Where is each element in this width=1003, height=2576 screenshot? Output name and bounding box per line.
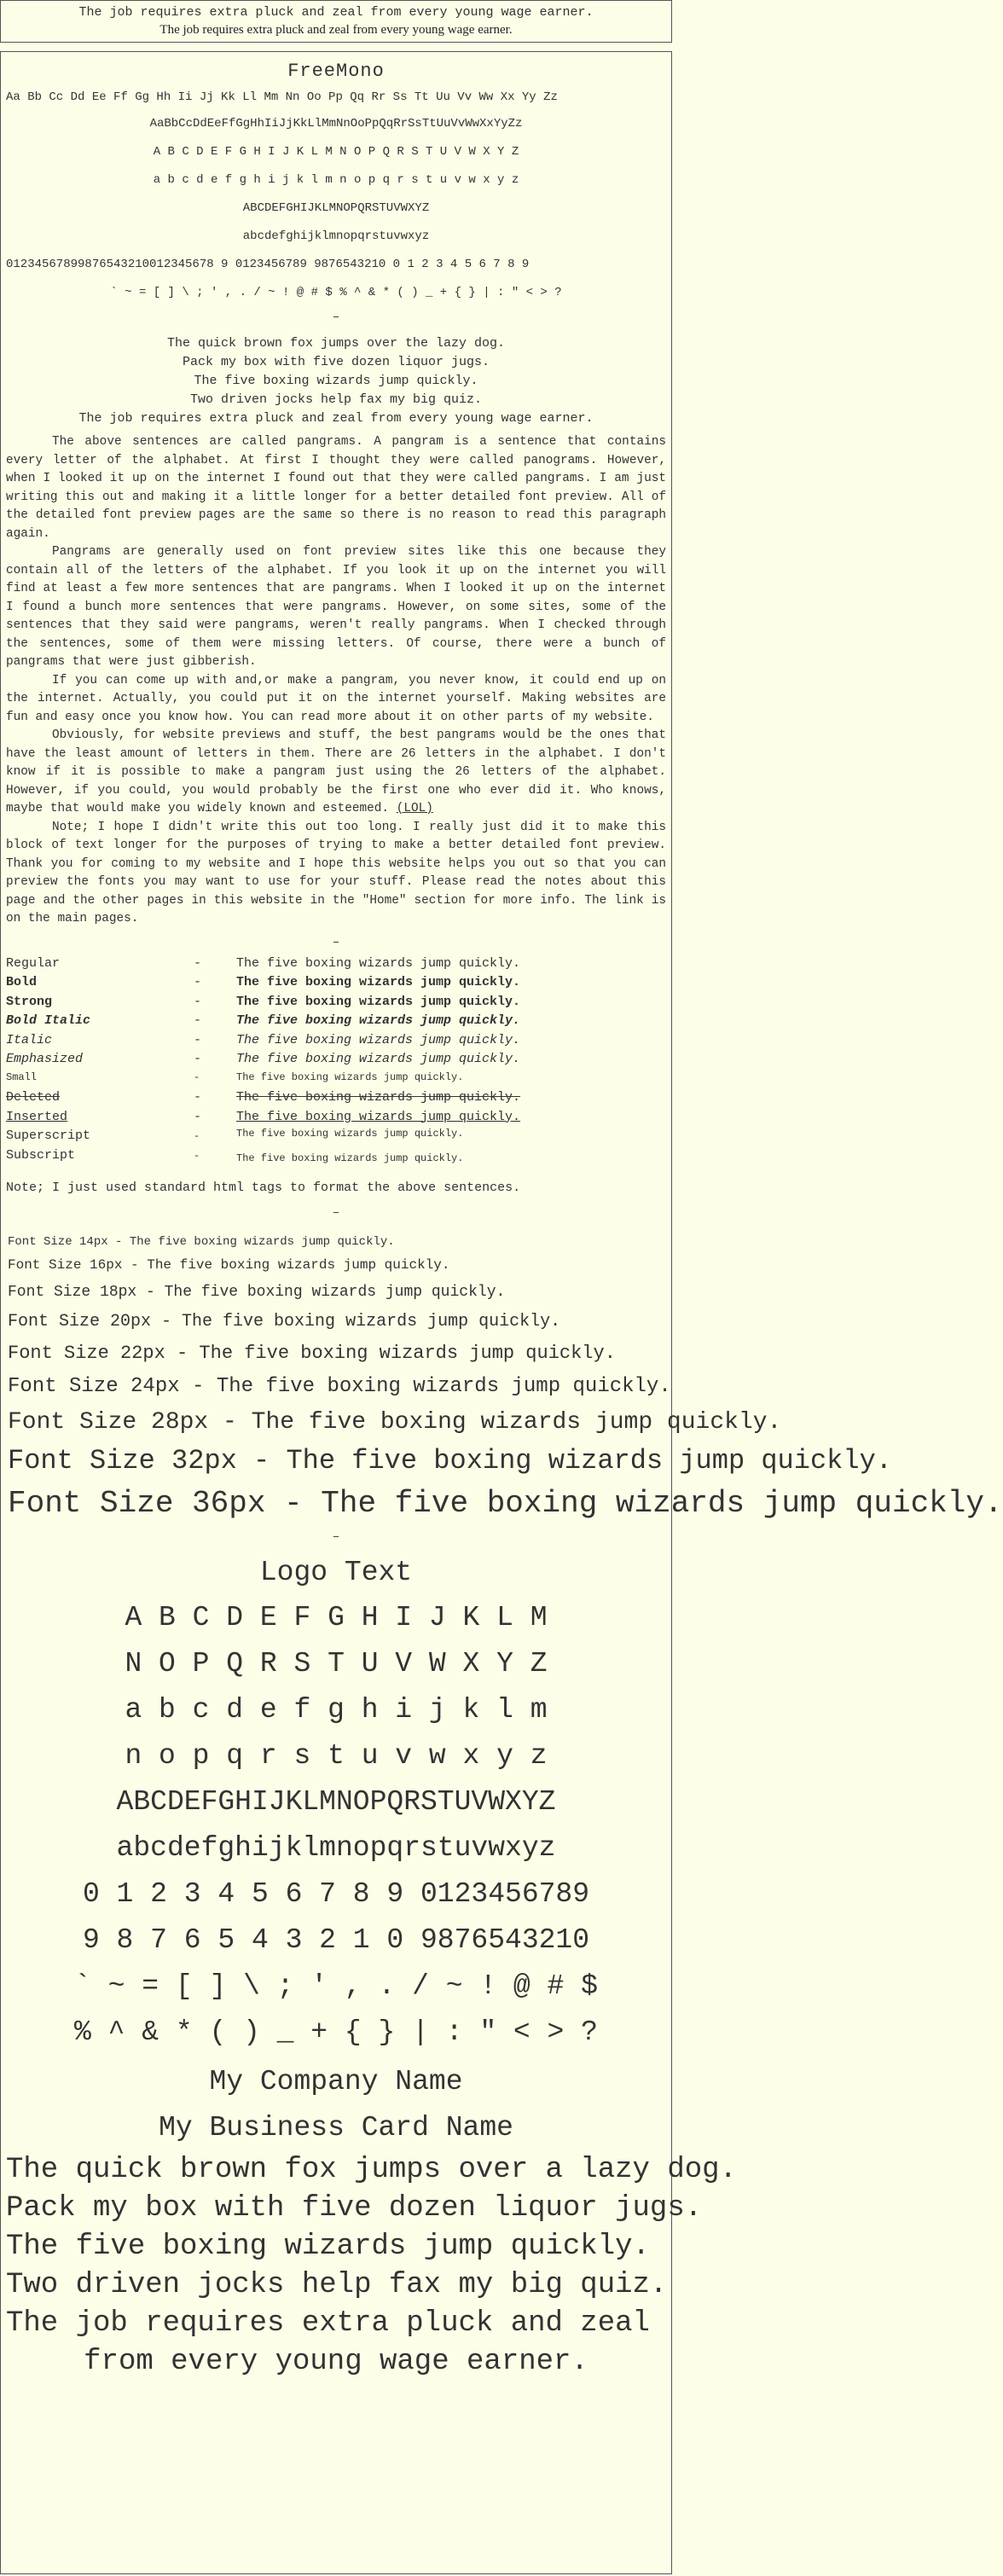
banner-serif-text: The job requires extra pluck and zeal from every young wage earner.	[159, 23, 513, 37]
style-demo: The five boxing wizards jump quickly.	[236, 1032, 521, 1047]
logo-row-upper-1: A B C D E F G H I J K L M	[125, 1602, 548, 1633]
font-size-sample: Font Size 32px - The five boxing wizards jump quickly.	[8, 1445, 892, 1477]
style-dash: -	[194, 1013, 202, 1028]
paragraph: The above sentences are called pangrams. A pangram is a sentence that contains every letter of the alphabet. At first I thought they were called panograms. However, when I looked it up on the internet I found out that they were called pangrams. I am just writing this out and making it a little longer for a better detailed font preview. All of the detailed font preview pages are the same so there is no reason to read this paragraph again.	[6, 435, 666, 541]
font-size-sample: Font Size 24px - The five boxing wizards jump quickly.	[8, 1375, 671, 1398]
style-name: Italic	[6, 1032, 53, 1047]
style-dash: -	[194, 975, 202, 989]
separator: –	[332, 935, 340, 949]
style-demo: The five boxing wizards jump quickly.	[236, 1152, 464, 1164]
style-demo: The five boxing wizards jump quickly.	[236, 1090, 521, 1105]
top-banner	[0, 0, 672, 43]
char-line-upper: ABCDEFGHIJKLMNOPQRSTUVWXYZ	[242, 201, 430, 215]
char-line-lower: abcdefghijklmnopqrstuvwxyz	[242, 229, 430, 243]
font-preview-panel	[0, 51, 1003, 2574]
style-demo: The five boxing wizards jump quickly.	[236, 1128, 464, 1140]
char-line-digits: 01234567899876543210012345678 9 0123456789 9876543210 0 1 2 3 4 5 6 7 8 9	[6, 258, 530, 271]
style-demo: The five boxing wizards jump quickly.	[236, 1013, 521, 1028]
style-dash: -	[194, 994, 202, 1009]
style-name: Deleted	[6, 1090, 61, 1105]
font-title: FreeMono	[287, 61, 385, 82]
pangram-line: The job requires extra pluck and zeal from every young wage earner.	[78, 411, 594, 426]
big-pangram-line: Pack my box with five dozen liquor jugs.	[6, 2192, 703, 2225]
logo-row-symbols-1: ` ~ = [ ] \ ; ' , . / ~ ! @ # $	[74, 1970, 598, 2002]
style-row-italic	[6, 1033, 666, 1053]
font-size-sample: Font Size 28px - The five boxing wizards jump quickly.	[8, 1409, 782, 1436]
logo-row-upper-2: N O P Q R S T U V W X Y Z	[125, 1648, 548, 1680]
big-pangram-line: The five boxing wizards jump quickly.	[6, 2231, 650, 2263]
style-row-bold-italic	[6, 1013, 666, 1033]
banner-mono-text: The job requires extra pluck and zeal from every young wage earner.	[78, 5, 594, 20]
style-row-strong	[6, 995, 666, 1014]
style-dash: -	[194, 955, 202, 971]
paragraph: Pangrams are generally used on font preview sites like this one because they contain all of the letters of the alphabet. If you look it up on the internet you will find at least a few more sentences that are pangrams. When I looked it up on the internet I found a bunch more sentences that were pangrams. However, on some sites, some of the sentences that they said were pangrams, weren't really pangrams. When I checked through the sentences, some of them were missing letters. Of course, there were a bunch of pangrams that were just gibberish.	[6, 545, 666, 669]
font-size-sample: Font Size 20px - The five boxing wizards jump quickly.	[8, 1312, 561, 1332]
style-name: Small	[6, 1070, 38, 1083]
style-row-superscript	[6, 1128, 666, 1148]
font-size-sample: Font Size 14px - The five boxing wizards jump quickly.	[8, 1235, 395, 1249]
style-dash: -	[194, 1090, 202, 1105]
paragraph: Note; I hope I didn't write this out too long. I really just did it to make this block of text longer for the purposes of trying to make a better detailed font preview. Thank you for coming to my website and I hope this website helps you out so that you can preview the fonts you may want to use for your stuff. Please read the notes about this page and the other pages in this website in the "Home" section for more info. The link is on the main pages.	[6, 820, 666, 925]
big-pangram-line: from every young wage earner.	[84, 2346, 588, 2378]
logo-row-lower-2: n o p q r s t u v w x y z	[125, 1740, 548, 1772]
pangram-line: The quick brown fox jumps over the lazy dog.	[166, 336, 506, 351]
company-name: My Company Name	[209, 2066, 463, 2097]
styles-table	[6, 956, 666, 1168]
logo-row-symbols-2: % ^ & * ( ) _ + { } | : " < > ?	[74, 2016, 598, 2048]
style-name: Bold	[6, 975, 38, 989]
char-line-lower-spaced: a b c d e f g h i j k l m n o p q r s t u v w x y z	[153, 173, 519, 187]
style-name: Bold Italic	[6, 1013, 91, 1028]
style-name: Regular	[6, 955, 61, 971]
logo-row-lower-compact: abcdefghijklmnopqrstuvwxyz	[116, 1832, 556, 1864]
style-dash: -	[194, 1052, 202, 1066]
style-demo: The five boxing wizards jump quickly.	[236, 994, 521, 1009]
style-row-regular	[6, 956, 666, 976]
logo-row-lower-1: a b c d e f g h i j k l m	[125, 1694, 548, 1726]
pangram-line: The five boxing wizards jump quickly.	[194, 374, 478, 388]
logo-row-upper-compact: ABCDEFGHIJKLMNOPQRSTUVWXYZ	[116, 1786, 556, 1818]
char-line-compact: AaBbCcDdEeFfGgHhIiJjKkLlMmNnOoPpQqRrSsTtUuVvWwXxYyZz	[149, 117, 523, 131]
font-size-sample: Font Size 36px - The five boxing wizards jump quickly.	[8, 1486, 1003, 1521]
style-row-subscript	[6, 1148, 666, 1168]
style-dash: -	[194, 1032, 202, 1047]
char-line-upper-spaced: A B C D E F G H I J K L M N O P Q R S T U V W X Y Z	[153, 145, 519, 159]
style-row-inserted	[6, 1110, 666, 1129]
style-dash: -	[194, 1149, 200, 1162]
style-name: Inserted	[6, 1109, 68, 1124]
logo-row-digits-2: 9 8 7 6 5 4 3 2 1 0 9876543210	[82, 1924, 590, 1956]
font-size-sample: Font Size 18px - The five boxing wizards jump quickly.	[8, 1284, 506, 1301]
style-demo: The five boxing wizards jump quickly.	[236, 1109, 521, 1124]
logo-row-digits-1: 0 1 2 3 4 5 6 7 8 9 0123456789	[82, 1878, 590, 1910]
style-demo: The five boxing wizards jump quickly.	[236, 1070, 464, 1083]
styles-note: Note; I just used standard html tags to format the above sentences.	[6, 1181, 521, 1195]
style-row-small	[6, 1071, 666, 1091]
big-pangram-line: The quick brown fox jumps over a lazy dog.	[6, 2154, 737, 2186]
style-demo: The five boxing wizards jump quickly.	[236, 955, 521, 971]
style-name: Subscript	[6, 1147, 76, 1163]
big-pangram-line: Two driven jocks help fax my big quiz.	[6, 2269, 668, 2301]
logo-title: Logo Text	[259, 1557, 413, 1588]
pangram-line: Pack my box with five dozen liquor jugs.	[182, 355, 490, 369]
style-dash: -	[194, 1130, 200, 1142]
separator: –	[332, 1206, 340, 1220]
style-name: Emphasized	[6, 1052, 84, 1066]
font-size-sample: Font Size 22px - The five boxing wizards jump quickly.	[8, 1343, 616, 1364]
paragraph	[6, 727, 666, 819]
style-name: Strong	[6, 994, 53, 1009]
style-name: Superscript	[6, 1128, 91, 1143]
style-demo: The five boxing wizards jump quickly.	[236, 1052, 521, 1066]
style-demo: The five boxing wizards jump quickly.	[236, 975, 521, 989]
style-dash: -	[194, 1109, 202, 1124]
separator: –	[332, 1530, 340, 1544]
separator: –	[332, 310, 340, 324]
paragraph: If you can come up with and,or make a pangram, you never know, it could end up on the internet. Actually, you could put it on the internet yourself. Making websites are fun and easy once you know how. You can read more about it on other parts of my website.	[6, 673, 666, 724]
pangram-line: Two driven jocks help fax my big quiz.	[189, 392, 483, 407]
style-row-emphasized	[6, 1052, 666, 1071]
char-line-symbols: ` ~ = [ ] \ ; ' , . / ~ ! @ # $ % ^ & * ( ) _ + { } | : " < > ?	[110, 286, 562, 299]
style-row-bold	[6, 975, 666, 995]
char-line-pairs: Aa Bb Cc Dd Ee Ff Gg Hh Ii Jj Kk Ll Mm Nn Oo Pp Qq Rr Ss Tt Uu Vv Ww Xx Yy Zz	[6, 90, 558, 104]
font-size-sample: Font Size 16px - The five boxing wizards jump quickly.	[8, 1257, 450, 1273]
business-card-name: My Business Card Name	[159, 2112, 513, 2144]
style-dash: -	[194, 1070, 200, 1083]
big-pangram-line: The job requires extra pluck and zeal	[6, 2307, 650, 2340]
paragraph-text: Obviously, for website previews and stuff, the best pangrams would be the ones that have the least amount of letters in them. There are 26 letters in the alphabet. I don't know if it is possible to make a pangram just using the 26 letters of the alphabet. However, if you could, you would probably be the first one who ever did it. Who knows, maybe that would make you widely known and esteemed.	[6, 728, 666, 815]
style-row-deleted	[6, 1090, 666, 1110]
lol-text: (LOL)	[396, 802, 433, 815]
